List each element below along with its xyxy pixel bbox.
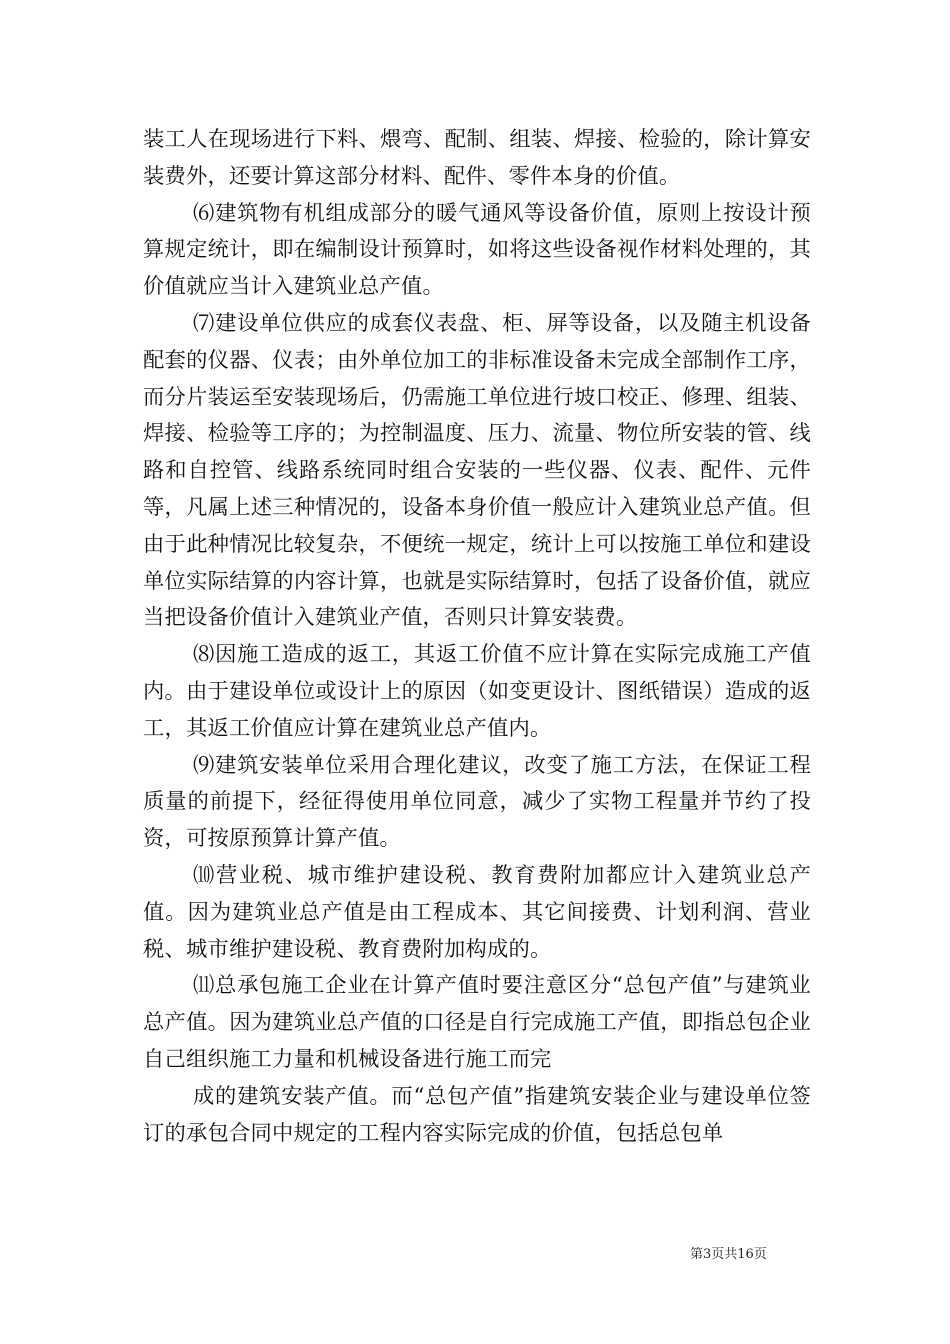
paragraph-item-6: ⑹建筑物有机组成部分的暖气通风等设备价值，原则上按设计预算规定统计，即在编制设计预算时，如将这些设备视作材料处理的，其价值就应当计入建筑业总产值。 <box>143 200 811 300</box>
paragraph-item-10: ⑽营业税、城市维护建设税、教育费附加都应计入建筑业总产值。因为建筑业总产值是由工程成本、其它间接费、计划利润、营业税、城市维护建设税、教育费附加构成的。 <box>143 862 811 962</box>
page-number-footer: 第3页共16页 <box>690 1247 767 1262</box>
paragraph-item-7: ⑺建设单位供应的成套仪表盘、柜、屏等设备，以及随主机设备配套的仪器、仪表；由外单位加工的非标准设备未完成全部制作工序，而分片装运至安装现场后，仍需施工单位进行坡口校正、修理、组装、焊接、检验等工序的；为控制温度、压力、流量、物位所安装的管、线路和自控管、线路系统同时组合安装的一些仪器、仪表、配件、元件等，凡属上述三种情况的，设备本身价值一般应计入建筑业总产值。但由于此种情况比较复杂，不便统一规定，统计上可以按施工单位和建设单位实际结算的内容计算，也就是实际结算时，包括了设备价值，就应当把设备价值计入建筑业产值，否则只计算安装费。 <box>143 310 811 631</box>
paragraph-item-11: ⑾总承包施工企业在计算产值时要注意区分“总包产值”与建筑业总产值。因为建筑业总产值的口径是自行完成施工产值，即指总包企业自己组织施工力量和机械设备进行施工而完 <box>143 973 811 1072</box>
paragraph-continuation: 成的建筑安装产值。而“总包产值”指建筑安装企业与建设单位签订的承包合同中规定的工程内容实际完成的价值，包括总包单 <box>143 1083 811 1146</box>
paragraph-item-9: ⑼建筑安装单位采用合理化建议，改变了施工方法，在保证工程质量的前提下，经征得使用单位同意，减少了实物工程量并节约了投资，可按原预算计算产值。 <box>143 752 811 852</box>
paragraph-item-8: ⑻因施工造成的返工，其返工价值不应计算在实际完成施工产值内。由于建设单位或设计上的原因（如变更设计、图纸错误）造成的返工，其返工价值应计算在建筑业总产值内。 <box>143 642 811 741</box>
paragraph-continued: 装工人在现场进行下料、煨弯、配制、组装、焊接、检验的，除计算安装费外，还要计算这部分材料、配件、零件本身的价值。 <box>143 127 811 189</box>
document-body <box>143 122 811 1152</box>
